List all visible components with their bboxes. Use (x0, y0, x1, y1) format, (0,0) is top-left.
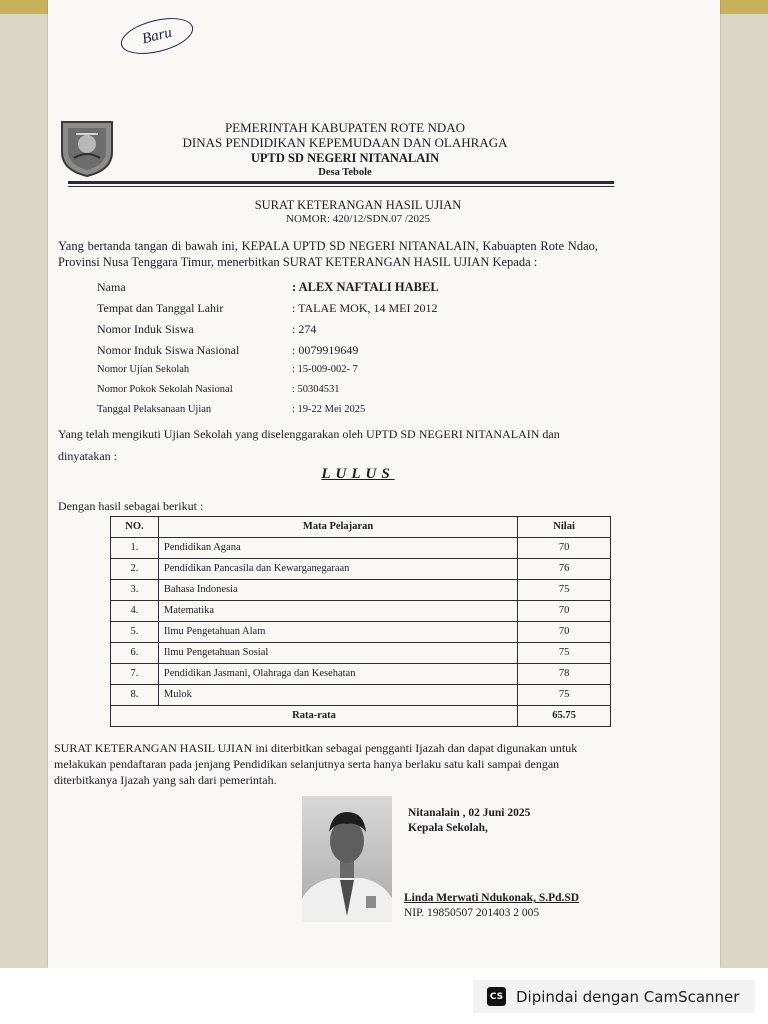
table-row (111, 559, 610, 580)
field-nisn (97, 343, 617, 361)
cell-subject: Bahasa Indonesia (159, 580, 518, 600)
table-row (111, 601, 610, 622)
field-label: Tempat dan Tanggal Lahir (97, 301, 224, 315)
document-title (48, 198, 668, 226)
letterhead-department: DINAS PENDIDIKAN KEPEMUDAAN DAN OLAHRAGA (182, 135, 508, 150)
letterhead-village: Desa Tebole (318, 167, 372, 178)
regency-emblem-icon (56, 116, 118, 178)
table-row (111, 664, 610, 685)
results-intro: Dengan hasil sebagai berikut : (58, 499, 204, 513)
cell-score: 78 (558, 668, 570, 679)
cell-score: 75 (558, 584, 570, 595)
cell-no: 3. (111, 580, 159, 600)
cell-score: 70 (558, 542, 570, 553)
letterhead-rule-thin (68, 186, 614, 187)
cell-subject: Pendidikan Pancasila dan Kewarganegaraan (159, 559, 518, 579)
cell-score: 70 (558, 626, 570, 637)
letterhead-school: UPTD SD NEGERI NITANALAIN (250, 151, 440, 165)
camscanner-text: Dipindai dengan CamScanner (516, 987, 740, 1006)
table-header-row (111, 517, 610, 538)
cell-no: 2. (111, 559, 159, 579)
field-label: Nomor Ujian Sekolah (97, 364, 190, 375)
cell-no: 4. (111, 601, 159, 621)
field-value: : TALAE MOK, 14 MEI 2012 (292, 301, 438, 315)
handwritten-note-text: Baru (140, 24, 174, 48)
table-row (111, 643, 610, 664)
field-label: Nomor Induk Siswa Nasional (97, 343, 240, 357)
field-exam-number (97, 364, 617, 382)
cell-score: 76 (558, 563, 570, 574)
field-value: : ALEX NAFTALI HABEL (292, 280, 439, 294)
student-photo (302, 796, 392, 922)
header-score: Nilai (553, 521, 575, 532)
cell-subject: Pendidikan Agana (159, 538, 518, 558)
cell-subject: Pendidikan Jasmani, Olahraga dan Kesehatan (159, 664, 518, 684)
table-row (111, 580, 610, 601)
signer-nip: NIP. 19850507 201403 2 005 (404, 907, 540, 919)
title-heading: SURAT KETERANGAN HASIL UJIAN (254, 198, 462, 212)
cell-subject: Ilmu Pengetahuan Sosial (159, 643, 518, 663)
table-row (111, 538, 610, 559)
letterhead (130, 120, 560, 180)
field-label: Nomor Pokok Sekolah Nasional (97, 384, 233, 395)
camscanner-icon: CS (487, 987, 506, 1006)
intro-paragraph: Yang bertanda tangan di bawah ini, KEPALA UPTD SD NEGERI NITANALAIN, Kabuapten Rote Ndao, Provinsi Nusa Tenggara Timur, menerbitkan SURAT KETERANGAN HASIL UJIAN Kepada : (58, 239, 598, 269)
field-value: : 0079919649 (292, 343, 359, 357)
field-value: : 274 (292, 322, 317, 336)
cell-subject: Ilmu Pengetahuan Alam (159, 622, 518, 642)
cell-no: 7. (111, 664, 159, 684)
field-label: Nomor Induk Siswa (97, 322, 194, 336)
grades-table (110, 516, 611, 727)
field-nis (97, 322, 617, 340)
cell-no: 8. (111, 685, 159, 705)
field-label: Nama (97, 280, 126, 294)
closing-paragraph: SURAT KETERANGAN HASIL UJIAN ini diterbitkan sebagai pengganti Ijazah dan dapat digunakan untuk melakukan pendaftaran pada jenjang Pendidikan selanjutnya serta hanya berlaku satu kali sampai dengan diterbitkanya Ijazah yang sah dari pemerintah. (54, 741, 578, 787)
average-value: 65.75 (552, 710, 576, 721)
header-subject: Mata Pelajaran (159, 517, 518, 537)
letterhead-rule (68, 181, 614, 184)
cell-score: 75 (558, 647, 570, 658)
statement-line-2: dinyatakan : (58, 449, 117, 463)
cell-no: 6. (111, 643, 159, 663)
signature-position: Kepala Sekolah, (408, 822, 488, 834)
result-status: LULUS (321, 466, 395, 482)
table-row (111, 622, 610, 643)
camscanner-watermark (473, 980, 755, 1013)
cell-score: 70 (558, 605, 570, 616)
title-number: NOMOR: 420/12/SDN.07 /2025 (286, 213, 430, 225)
field-value: : 15-009-002- 7 (292, 364, 358, 375)
field-label: Tanggal Pelaksanaan Ujian (97, 404, 212, 415)
field-birth (97, 301, 617, 319)
average-label: Rata-rata (111, 706, 518, 726)
field-name (97, 280, 617, 298)
field-value: : 19-22 Mei 2025 (292, 404, 366, 415)
signature-block (408, 806, 628, 836)
letterhead-government: PEMERINTAH KABUPATEN ROTE NDAO (224, 120, 466, 135)
header-no: NO. (111, 517, 159, 537)
cell-subject: Mulok (159, 685, 518, 705)
signature-place-date: Nitanalain , 02 Juni 2025 (408, 807, 531, 819)
statement-line: Yang telah mengikuti Ujian Sekolah yang diselenggarakan oleh UPTD SD NEGERI NITANALAIN dan (58, 427, 560, 441)
table-average-row (111, 706, 610, 726)
table-row (111, 685, 610, 706)
field-value: : 50304531 (292, 384, 340, 395)
cell-no: 1. (111, 538, 159, 558)
field-npsn (97, 384, 617, 402)
signer-name: Linda Merwati Ndukonak, S.Pd.SD (404, 892, 580, 904)
cell-score: 75 (558, 689, 570, 700)
cell-no: 5. (111, 622, 159, 642)
field-exam-date (97, 404, 617, 422)
cell-subject: Matematika (159, 601, 518, 621)
